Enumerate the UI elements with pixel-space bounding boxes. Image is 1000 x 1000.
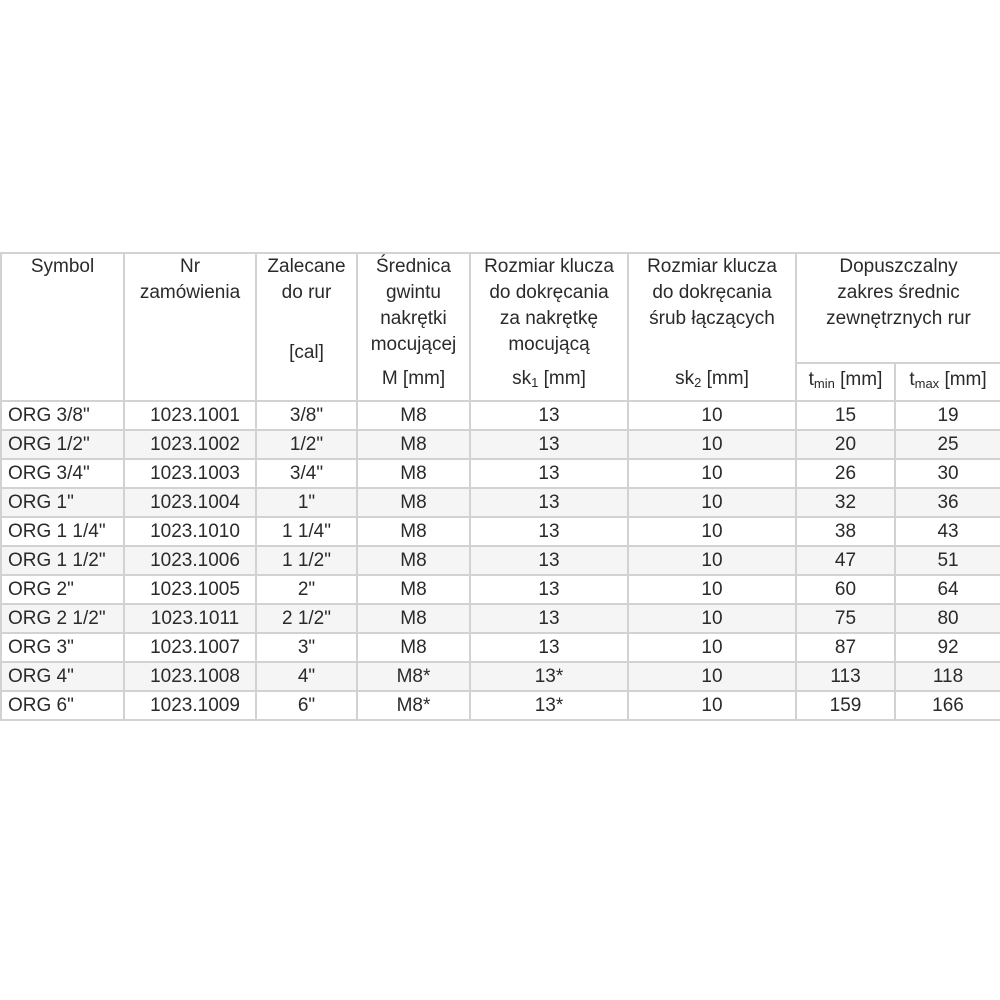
cell-sk1: 13* — [470, 662, 628, 691]
cell-symbol: ORG 6" — [1, 691, 124, 720]
header-symbol — [1, 253, 124, 401]
cell-sk1: 13 — [470, 488, 628, 517]
cell-sk1: 13 — [470, 575, 628, 604]
cell-tmax: 30 — [895, 459, 1000, 488]
header-range-group — [796, 253, 1000, 363]
cell-thread: M8 — [357, 604, 470, 633]
cell-order-number: 1023.1006 — [124, 546, 256, 575]
unit-suffix: [mm] — [538, 368, 586, 389]
cell-sk1: 13 — [470, 604, 628, 633]
cell-symbol: ORG 1" — [1, 488, 124, 517]
cell-tmin: 20 — [796, 430, 895, 459]
tmin-suffix: [mm] — [834, 369, 883, 390]
header-wrench-nut-line: za nakrętkę — [499, 308, 599, 329]
cell-pipe-size: 1" — [256, 488, 357, 517]
header-wrench-nut-unit — [471, 366, 627, 396]
cell-tmax: 43 — [895, 517, 1000, 546]
table-row — [1, 662, 1000, 691]
cell-symbol: ORG 3/4" — [1, 459, 124, 488]
cell-sk2: 10 — [628, 633, 796, 662]
cell-pipe-size: 1 1/4" — [256, 517, 357, 546]
tmax-suffix: [mm] — [939, 369, 987, 390]
header-order-line: Nr — [179, 256, 201, 277]
cell-order-number: 1023.1001 — [124, 401, 256, 430]
cell-order-number: 1023.1011 — [124, 604, 256, 633]
cell-tmax: 80 — [895, 604, 1000, 633]
cell-pipe-size: 1 1/2" — [256, 546, 357, 575]
table-body — [1, 401, 1000, 720]
cell-thread: M8 — [357, 488, 470, 517]
cell-sk1: 13 — [470, 459, 628, 488]
table-row — [1, 633, 1000, 662]
cell-sk1: 13 — [470, 517, 628, 546]
cell-sk2: 10 — [628, 546, 796, 575]
cell-tmin: 60 — [796, 575, 895, 604]
header-range-line: zewnętrznych rur — [826, 308, 971, 329]
header-wrench-bolts — [628, 253, 796, 401]
header-row — [1, 253, 1000, 363]
unit-prefix: sk — [675, 368, 695, 389]
cell-order-number: 1023.1003 — [124, 459, 256, 488]
cell-tmin: 159 — [796, 691, 895, 720]
cell-sk2: 10 — [628, 459, 796, 488]
cell-tmax: 64 — [895, 575, 1000, 604]
cell-symbol: ORG 3" — [1, 633, 124, 662]
header-tmin — [796, 363, 895, 401]
cell-pipe-size: 3/4" — [256, 459, 357, 488]
cell-tmin: 26 — [796, 459, 895, 488]
header-thread-line: Średnica — [376, 256, 451, 277]
table-row — [1, 430, 1000, 459]
header-spacer — [629, 332, 795, 358]
unit-prefix: sk — [512, 368, 532, 389]
cell-tmin: 15 — [796, 401, 895, 430]
cell-pipe-size: 3/8" — [256, 401, 357, 430]
tmax-prefix: t — [909, 369, 915, 390]
cell-pipe-size: 2 1/2" — [256, 604, 357, 633]
cell-order-number: 1023.1004 — [124, 488, 256, 517]
header-wrench-bolts-line: Rozmiar klucza — [647, 256, 777, 277]
header-recommended-line: Zalecane — [267, 256, 346, 277]
cell-symbol: ORG 1 1/2" — [1, 546, 124, 575]
cell-symbol: ORG 3/8" — [1, 401, 124, 430]
cell-tmax: 166 — [895, 691, 1000, 720]
cell-tmin: 47 — [796, 546, 895, 575]
cell-thread: M8 — [357, 633, 470, 662]
table-row — [1, 517, 1000, 546]
header-wrench-nut — [470, 253, 628, 401]
cell-thread: M8 — [357, 517, 470, 546]
cell-symbol: ORG 2 1/2" — [1, 604, 124, 633]
header-order-line: zamówienia — [139, 282, 241, 303]
cell-pipe-size: 6" — [256, 691, 357, 720]
unit-suffix: [mm] — [701, 368, 749, 389]
cell-tmax: 118 — [895, 662, 1000, 691]
header-wrench-nut-line: do dokręcania — [489, 282, 609, 303]
tmin-subscript: min — [813, 376, 835, 391]
cell-sk2: 10 — [628, 691, 796, 720]
cell-sk2: 10 — [628, 604, 796, 633]
cell-thread: M8 — [357, 430, 470, 459]
cell-order-number: 1023.1005 — [124, 575, 256, 604]
cell-sk2: 10 — [628, 662, 796, 691]
cell-pipe-size: 2" — [256, 575, 357, 604]
header-wrench-bolts-line: śrub łączących — [649, 308, 775, 329]
table-row — [1, 604, 1000, 633]
cell-symbol: ORG 2" — [1, 575, 124, 604]
cell-sk1: 13* — [470, 691, 628, 720]
header-thread-line: nakrętki — [380, 308, 447, 329]
cell-sk1: 13 — [470, 633, 628, 662]
cell-symbol: ORG 4" — [1, 662, 124, 691]
cell-tmax: 25 — [895, 430, 1000, 459]
header-symbol-label: Symbol — [30, 256, 95, 277]
table-row — [1, 459, 1000, 488]
header-range-line: Dopuszczalny — [839, 256, 958, 277]
cell-tmin: 87 — [796, 633, 895, 662]
cell-tmax: 19 — [895, 401, 1000, 430]
cell-sk2: 10 — [628, 575, 796, 604]
unit-subscript: 2 — [694, 375, 702, 390]
unit-subscript: 1 — [531, 375, 539, 390]
header-range-line: zakres średnic — [837, 282, 960, 303]
cell-order-number: 1023.1007 — [124, 633, 256, 662]
cell-thread: M8* — [357, 662, 470, 691]
table-row — [1, 401, 1000, 430]
cell-thread: M8 — [357, 459, 470, 488]
cell-sk1: 13 — [470, 401, 628, 430]
cell-sk1: 13 — [470, 430, 628, 459]
cell-order-number: 1023.1009 — [124, 691, 256, 720]
cell-tmin: 113 — [796, 662, 895, 691]
header-order-no — [124, 253, 256, 401]
cell-order-number: 1023.1002 — [124, 430, 256, 459]
header-recommended-line: do rur — [281, 282, 332, 303]
cell-pipe-size: 3" — [256, 633, 357, 662]
header-thread-line: mocującej — [370, 334, 457, 355]
cell-tmin: 75 — [796, 604, 895, 633]
cell-symbol: ORG 1 1/4" — [1, 517, 124, 546]
table-row — [1, 575, 1000, 604]
cell-tmax: 36 — [895, 488, 1000, 517]
cell-sk2: 10 — [628, 430, 796, 459]
cell-sk2: 10 — [628, 401, 796, 430]
header-thread-unit: M [mm] — [381, 368, 446, 389]
header-wrench-nut-line: mocującą — [508, 334, 590, 355]
header-recommended-unit: [cal] — [289, 342, 324, 363]
header-wrench-nut-line: Rozmiar klucza — [484, 256, 614, 277]
header-wrench-bolts-line: do dokręcania — [652, 282, 772, 303]
cell-tmin: 32 — [796, 488, 895, 517]
cell-thread: M8* — [357, 691, 470, 720]
cell-thread: M8 — [357, 575, 470, 604]
cell-tmin: 38 — [796, 517, 895, 546]
cell-symbol: ORG 1/2" — [1, 430, 124, 459]
header-recommended — [256, 253, 357, 401]
header-tmax — [895, 363, 1000, 401]
header-spacer — [257, 306, 356, 332]
tmin-prefix: t — [808, 369, 814, 390]
table-row — [1, 488, 1000, 517]
tmax-subscript: max — [914, 376, 940, 391]
cell-order-number: 1023.1008 — [124, 662, 256, 691]
header-nut-thread — [357, 253, 470, 401]
cell-tmax: 51 — [895, 546, 1000, 575]
spec-table — [0, 252, 1000, 721]
header-thread-line: gwintu — [386, 282, 441, 303]
table-row — [1, 691, 1000, 720]
cell-pipe-size: 1/2" — [256, 430, 357, 459]
cell-sk1: 13 — [470, 546, 628, 575]
cell-sk2: 10 — [628, 488, 796, 517]
cell-thread: M8 — [357, 546, 470, 575]
cell-pipe-size: 4" — [256, 662, 357, 691]
cell-tmax: 92 — [895, 633, 1000, 662]
table-row — [1, 546, 1000, 575]
cell-order-number: 1023.1010 — [124, 517, 256, 546]
cell-sk2: 10 — [628, 517, 796, 546]
header-wrench-bolts-unit — [629, 366, 795, 396]
cell-thread: M8 — [357, 401, 470, 430]
